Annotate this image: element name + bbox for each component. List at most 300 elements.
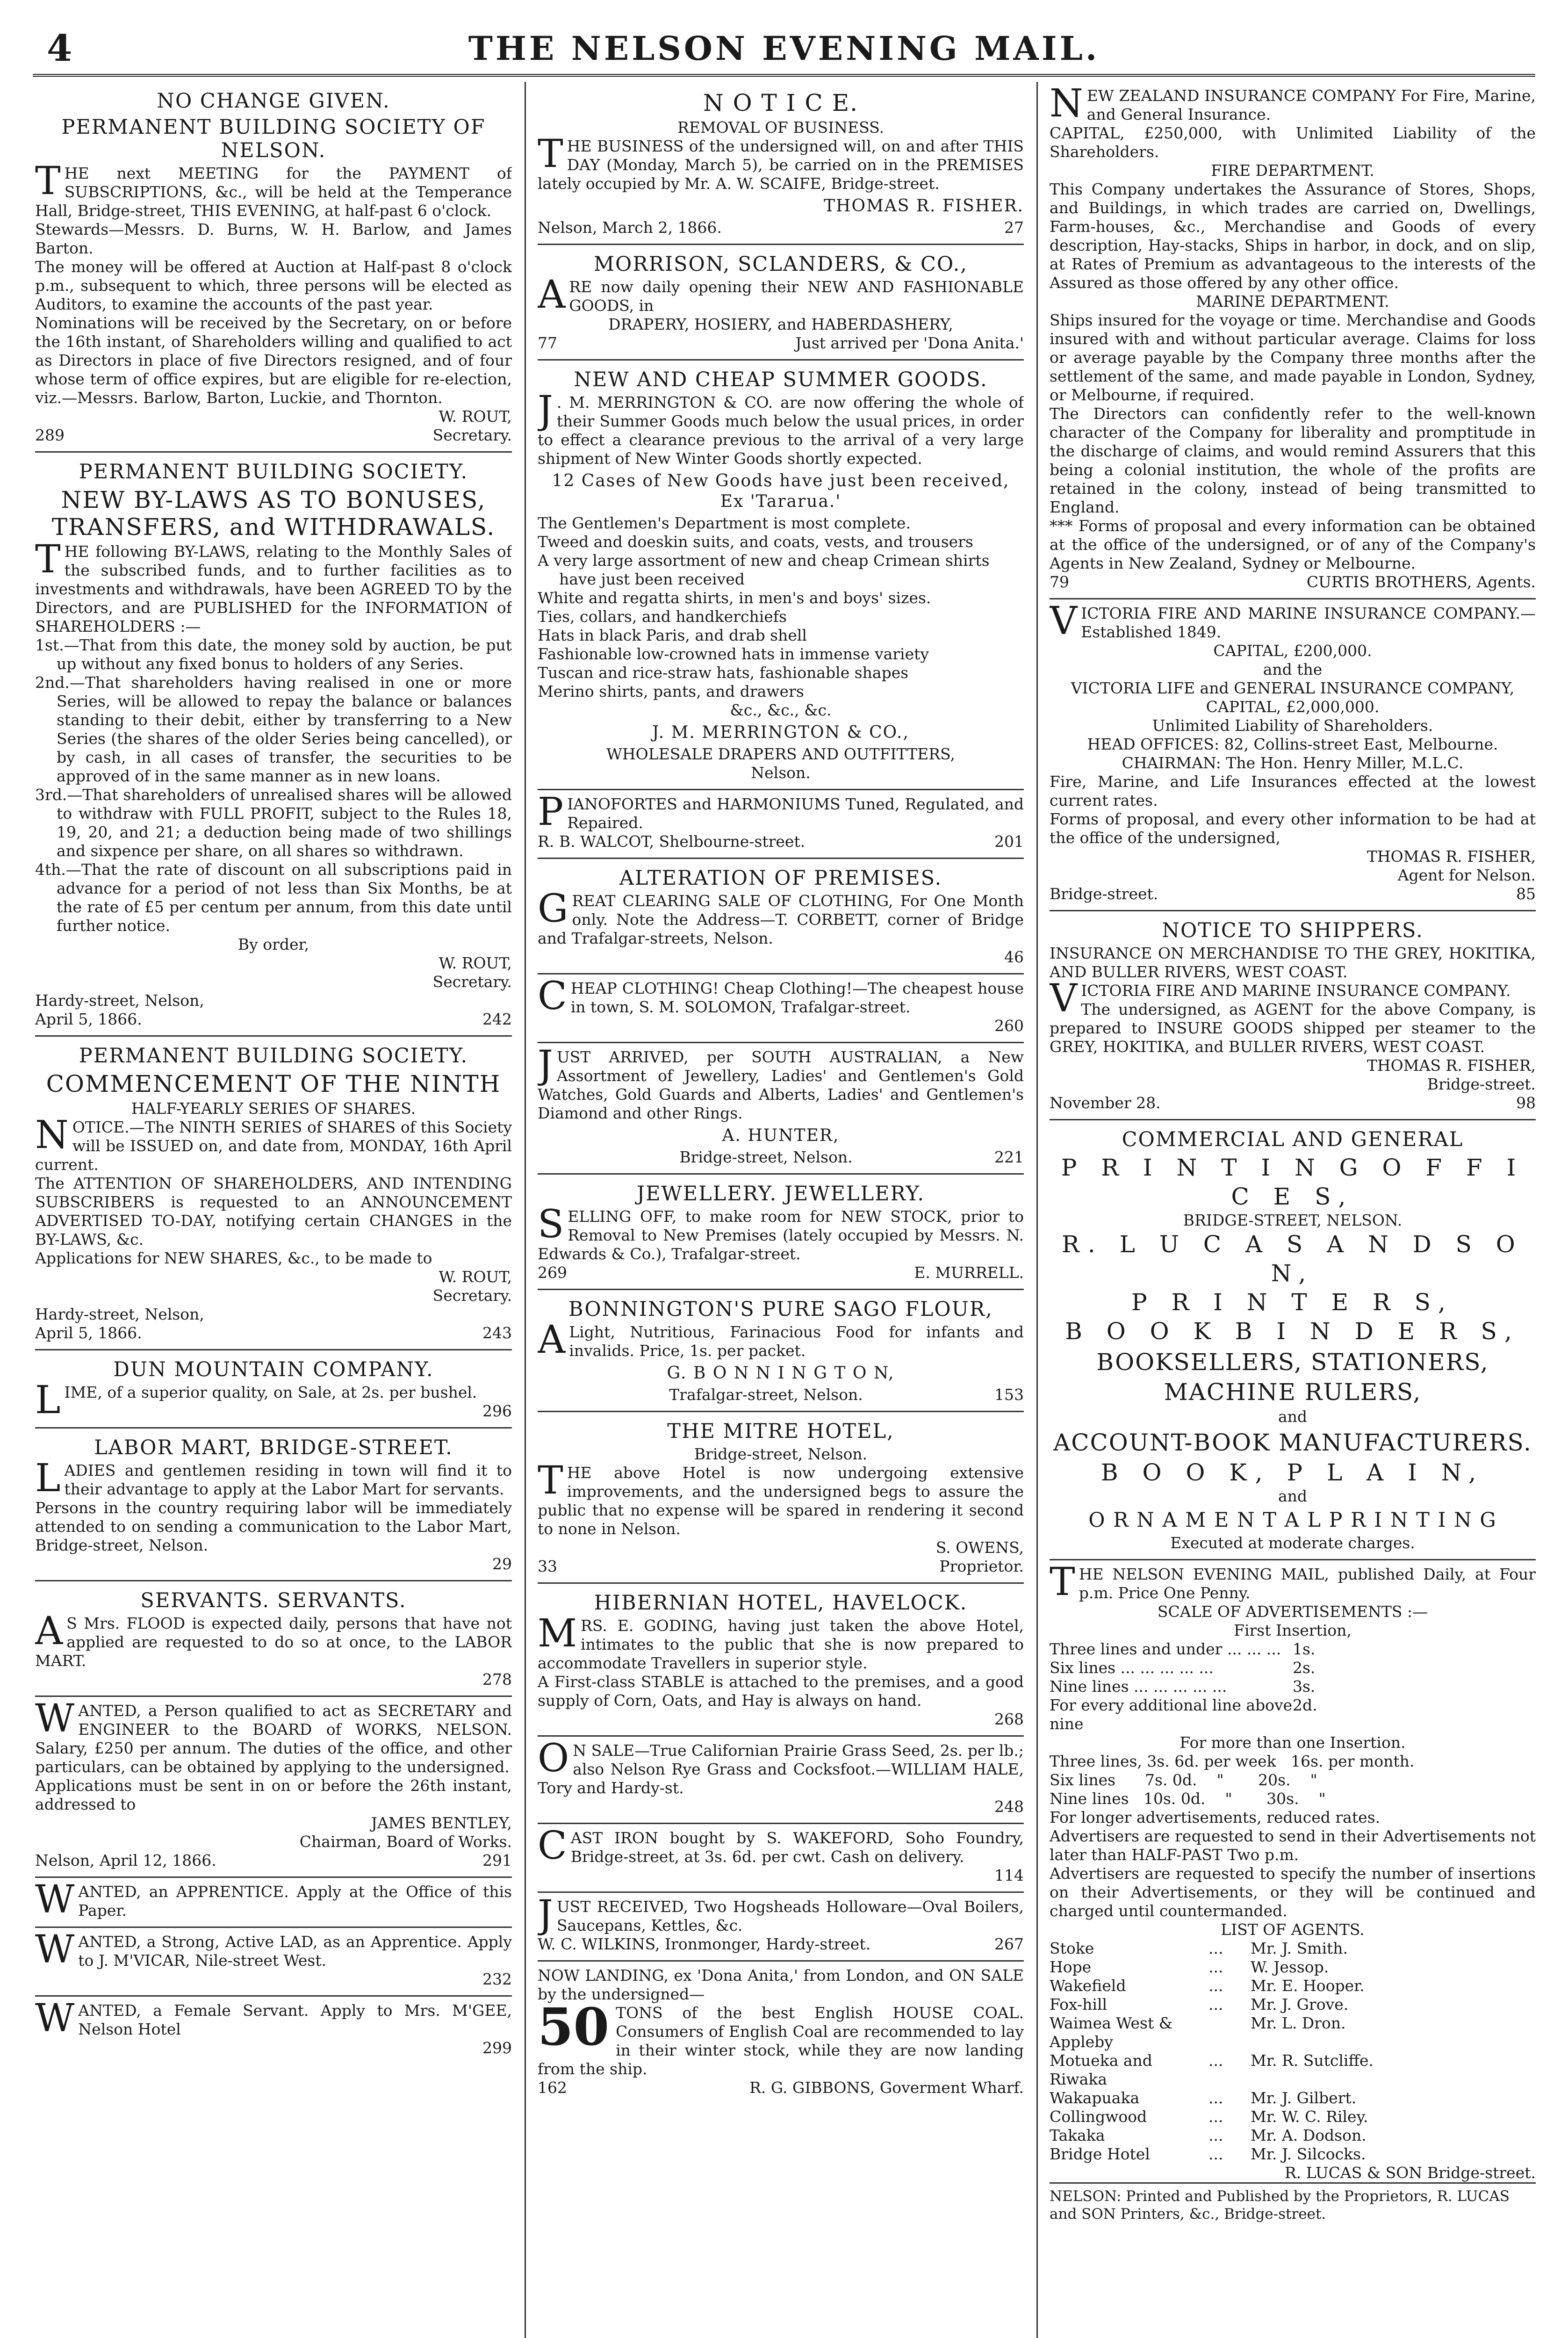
agent-place: Wakapuaka [1050, 2089, 1140, 2107]
signature-role: Chairman, Board of Works. [299, 1833, 512, 1851]
advert-printing-offices [1050, 1120, 1536, 1560]
signature: JAMES BENTLEY, [371, 1814, 512, 1832]
advert-body [538, 1611, 1024, 1673]
advert-title: ICTORIA FIRE AND MARINE INSURANCE COMPANY.—Established 1849. [1081, 604, 1536, 641]
advert-number: 79 [1050, 573, 1069, 591]
advert-title: HIBERNIAN HOTEL, HAVELOCK. [594, 1591, 968, 1615]
advert-number: 268 [994, 1710, 1024, 1728]
list-item: Tweed and doeskin suits, and coats, vests, and trousers [538, 533, 973, 551]
date: April 5, 1866. [35, 1324, 142, 1342]
advert-text: ADIES and gentlemen residing in town will find it to their advantage to apply at the Labor Mart for servants. [64, 1461, 512, 1498]
advert-text: N SALE—True Californian Prairie Grass Seed, 2s. per lb.; also Nelson Rye Grass and Cocksfoot.—WILLIAM HALE, Tory and Hardy-st. [538, 1741, 1024, 1797]
list-item: Fashionable low-crowned hats in immense variety [538, 645, 929, 663]
advert-text: Applications for NEW SHARES, &c., to be made to [35, 1249, 432, 1267]
advert-text: CAPITAL, £2,000,000. [1206, 698, 1380, 716]
list-item: Ties, collars, and handkerchiefs [538, 607, 787, 626]
section-heading: SCALE OF ADVERTISEMENTS :— [1157, 1602, 1428, 1621]
advert-text: Stewards—Messrs. D. Burns, W. H. Barlow, and James Barton. [35, 220, 512, 257]
advert-body [538, 388, 1024, 468]
bylaw-item: 1st.—That from this date, the money sold by auction, be put up without any fixed bonus to holders of any Series. [35, 636, 512, 673]
advert-body [35, 1113, 512, 1174]
advert-title: SERVANTS. SERVANTS. [140, 1589, 407, 1612]
signature-role: Secretary. [432, 973, 512, 991]
agent-row [1050, 2014, 1536, 2051]
advert-number: 29 [492, 1555, 512, 1573]
advert-text: HE NELSON EVENING MAIL, published Daily, at Four p.m. Price One Penny. [1079, 1565, 1536, 1602]
service-line: P R I N T E R S, [1131, 1289, 1454, 1316]
advert-title: ICTORIA FIRE AND MARINE INSURANCE COMPANY. [1081, 981, 1511, 1000]
list-item: White and regatta shirts, in men's and boys' sizes. [538, 589, 931, 607]
agent-name: W. Jessop. [1251, 1958, 1329, 1976]
advert-title-block [1050, 82, 1536, 126]
advert-number: 162 [538, 2078, 567, 2097]
advert-number: 248 [994, 1797, 1024, 1816]
advert-number: 289 [35, 426, 65, 444]
advert-subtitle: 12 Cases of New Goods have just been received, Ex 'Tararua.' [552, 471, 1010, 511]
advert-text: ANTED, an APPRENTICE. Apply at the Office of this Paper. [78, 1883, 512, 1919]
advert-text: Forms of proposal, and every other information to be had at the office of the undersigned, [1050, 810, 1536, 847]
advert-hibernian-hotel [538, 1584, 1024, 1737]
advert-text: . M. MERRINGTON & CO. are now offering the whole of their Summer Goods much below the usual prices, in order to effect a clearance previous to the arrival of a very large shipment of New Winter Goods shortly expected. [538, 393, 1024, 468]
advert-text: The undersigned, as AGENT for the above Company, is prepared to INSURE GOODS shipped per steamer to the GREY, HOKITIKA, and BULLER RIVERS, WEST COAST. [1050, 1000, 1536, 1056]
advert-house-coal [538, 1962, 1024, 2104]
advert-text: The money will be offered at Auction at Half-past 8 o'clock p.m., subsequent to which, three persons will be elected as Auditors, to examine the accounts of the past year. [35, 258, 512, 313]
advert-subtitle: HALF-YEARLY SERIES OF SHARES. [131, 1099, 416, 1118]
agent-place: Wakefield [1050, 1977, 1126, 1995]
advert-text: RS. E. GODING, having just taken the above Hotel, intimates to the public that she is now prepared to accommodate Travellers in superior style. [538, 1616, 1024, 1672]
agent-name: Mr. R. Sutcliffe. [1251, 2051, 1374, 2070]
service-line: B O O K B I N D E R S, [1065, 1318, 1520, 1345]
agent-dots: ... [1208, 1995, 1223, 2013]
column-2 [538, 82, 1024, 2338]
rate-row: Nine lines 10s. 0d. " 30s. " [1050, 1790, 1326, 1808]
advert-scale-and-agents [1050, 1560, 1536, 2230]
advert-number: 296 [482, 1402, 512, 1420]
advert-body [538, 1736, 1024, 1797]
agent-dots: ... [1208, 1958, 1223, 1976]
advert-number: 201 [994, 832, 1024, 851]
advert-jewellery-arrived [538, 1043, 1024, 1175]
advert-wanted-secretary [35, 1697, 512, 1878]
advert-body [538, 273, 1024, 317]
rate-value: 1s. [1293, 1640, 1316, 1658]
list-item: &c., &c., &c. [730, 701, 832, 719]
advert-number: 267 [994, 1935, 1024, 1953]
advert-text: OTICE.—The NINTH SERIES of SHARES of this Society will be ISSUED on, and date from, MONDAY, 16th April current. [35, 1118, 512, 1174]
advert-title: P R I N T I N G O F F I C E S, [1061, 1154, 1525, 1210]
advert-text: Just arrived per 'Dona Anita.' [795, 334, 1024, 352]
drop-cap: J [538, 1043, 553, 1087]
advert-body [35, 1696, 512, 1776]
advert-title: ALTERATION OF PREMISES. [619, 866, 942, 890]
drop-cap: W [35, 1927, 75, 1972]
firm-name: J. M. MERRINGTON & CO., [652, 723, 909, 742]
advert-subtitle: REMOVAL OF BUSINESS. [677, 118, 885, 137]
agent-dots: ... [1208, 2107, 1223, 2126]
imprint: NELSON: Printed and Published by the Proprietors, R. LUCAS and SON Printers, &c., Bridge-street. [1050, 2182, 1536, 2223]
advert-text: HE next MEETING for the PAYMENT of SUBSCRIPTIONS, &c., will be held at the Temperance Hall, Bridge-street, THIS EVENING, at half-past 6 o'clock. [35, 164, 512, 220]
signature: S. OWENS, [935, 1538, 1024, 1557]
advert-holloware [538, 1893, 1024, 1962]
advert-body [538, 132, 1024, 193]
drop-cap: W [35, 1996, 75, 2041]
drop-cap: S [538, 1202, 564, 1247]
advert-title: PERMANENT BUILDING SOCIETY OF NELSON. [61, 115, 486, 162]
signature: THOMAS R. FISHER, [1367, 1056, 1536, 1075]
advert-text: Advertisers are requested to specify the number of insertions on their Advertisements, or they will be continued and charged until countermanded. [1050, 1864, 1536, 1920]
date: November 28. [1050, 1094, 1161, 1112]
advert-number: 260 [994, 1017, 1024, 1035]
drop-cap: A [35, 1609, 63, 1653]
list-item: Hats in black Paris, and drab shell [538, 626, 807, 644]
advert-body [538, 974, 1024, 1018]
advert-text: HE BUSINESS of the undersigned will, on and after THIS DAY (Monday, March 5), be carried on in the PREMISES lately occupied by Mr. A. W. SCAIFE, Bridge-street. [538, 137, 1024, 193]
agent-dots: ... [1208, 1977, 1223, 1995]
advert-subtitle: INSURANCE ON MERCHANDISE TO THE GREY, HOKITIKA, AND BULLER RIVERS, WEST COAST. [1050, 944, 1536, 981]
firm-name: R. L U C A S A N D S O N, [1062, 1231, 1524, 1287]
advert-subtitle: COMMENCEMENT OF THE NINTH [46, 1070, 501, 1097]
advert-title: BONNINGTON'S PURE SAGO FLOUR, [568, 1298, 993, 1321]
agent-place: Bridge Hotel [1050, 2145, 1150, 2163]
rate-row [1050, 1659, 1536, 1677]
advert-text: Fire, Marine, and Life Insurances effected at the lowest current rates. [1050, 772, 1536, 809]
advert-cast-iron [538, 1824, 1024, 1893]
drop-cap: V [1050, 976, 1078, 1021]
agent-row [1050, 2126, 1536, 2145]
rate-label: Three lines and under ... ... ... [1050, 1640, 1281, 1658]
advert-text: The Directors can confidently refer to the well-known character of the Company for liberality and promptitude in the discharge of claims, and would remind Assurers that this being a colonial institution, the whole of the profits are retained in the colony, instead of being transmitted to England. [1050, 404, 1536, 516]
agent-row [1050, 1939, 1536, 1958]
advert-text: This Company undertakes the Assurance of Stores, Shops, and Buildings, in which trades are carried on, Dwellings, Farm-houses, &c., Merchandise and Goods of every description, Hay-stacks, Ships in harbor, in dock, and on slip, at Rates of Premium as advantageous to the interests of the Assured as those offered by any other office. [1050, 180, 1536, 292]
advert-summer-goods [538, 361, 1024, 790]
drop-cap: W [35, 1877, 75, 1922]
drop-cap: N [1050, 82, 1083, 126]
agent-name: Mr. J. Smith. [1251, 1939, 1348, 1957]
agent-place: Collingwood [1050, 2107, 1147, 2126]
address: Nelson. [751, 764, 811, 782]
service-line: O R N A M E N T A L P R I N T I N G [1088, 1508, 1497, 1532]
advert-title: THE MITRE HOTEL, [667, 1420, 894, 1443]
conjunction: and [1278, 1487, 1308, 1505]
advert-wanted-lad [35, 1928, 512, 1997]
advert-text: REAT CLEARING SALE OF CLOTHING, For One Month only. Note the Address—T. CORBETT, corner of Bridge and Trafalgar-streets, Nelson. [538, 892, 1024, 947]
advert-text: ANTED, a Strong, Active LAD, as an Apprentice. Apply to J. M'VICAR, Nile-street West. [78, 1933, 512, 1970]
advert-number: 98 [1516, 1094, 1536, 1112]
advert-cheap-clothing [538, 974, 1024, 1043]
advert-body [538, 1043, 1024, 1123]
advert-title: JEWELLERY. JEWELLERY. [636, 1182, 925, 1205]
address: Trafalgar-street, Nelson. [669, 1385, 863, 1404]
signature: R. LUCAS & SON Bridge-street. [1284, 2164, 1536, 2182]
agent-row [1050, 2089, 1536, 2107]
address: BRIDGE-STREET, NELSON. [1183, 1211, 1403, 1229]
advert-number: 278 [482, 1670, 512, 1689]
agent-row [1050, 1995, 1536, 2014]
advert-title: MORRISON, SCLANDERS, & CO., [594, 253, 968, 276]
bylaw-item: 2nd.—That shareholders having realised in one or more Series, will be allowed to repay the balance or balances standing to their debit, either by transferring to a New Series (the shares of the older Series being cancelled), or by cash, in all cases of transfer, the securities to be approved of in the same manner as in new loans. [35, 673, 512, 785]
advert-body [35, 159, 512, 220]
advert-title: COMMERCIAL AND GENERAL [1122, 1128, 1464, 1151]
service-line: ACCOUNT-BOOK MANUFACTURERS. [1053, 1429, 1532, 1456]
agent-dots: ... [1208, 2126, 1223, 2144]
advert-text: CAPITAL, £250,000, with Unlimited Liability of the Shareholders. [1050, 124, 1536, 161]
advert-text: ELLING OFF, to make room for NEW STOCK, prior to Removal to New Premises (lately occupied by Messrs. N. Edwards & Co.), Trafalgar-street. [538, 1207, 1024, 1263]
advert-body [538, 887, 1024, 948]
section-heading: For more than one Insertion. [1180, 1733, 1406, 1752]
date: April 5, 1866. [35, 1010, 142, 1028]
advert-notice-shippers [1050, 911, 1536, 1120]
date: Nelson, April 12, 1866. [35, 1851, 216, 1869]
advert-title-block [1050, 599, 1536, 643]
advert-text: ANTED, a Person qualified to act as SECRETARY and ENGINEER to the BOARD of WORKS, NELSON. Salary, £250 per annum. The duties of the office, and other particulars, can be obtained by applying to the undersigned. [35, 1702, 512, 1776]
advert-title: VICTORIA LIFE and GENERAL INSURANCE COMPANY, [1071, 679, 1515, 697]
rate-label: Nine lines ... ... ... ... ... [1050, 1677, 1227, 1696]
advert-text: HE above Hotel is now undergoing extensive improvements, and the undersigned begs to assure the public that no expense will be spared in rendering it second to none in Nelson. [538, 1464, 1024, 1538]
section-heading: FIRE DEPARTMENT. [1211, 161, 1374, 180]
drop-cap: A [538, 273, 566, 317]
agent-place: Stoke [1050, 1939, 1094, 1957]
advert-title: PERMANENT BUILDING SOCIETY. [79, 460, 468, 483]
page-number: 4 [47, 27, 72, 70]
signature: W. C. WILKINS, Ironmonger, Hardy-street. [538, 1935, 871, 1953]
agent-name: Mr. E. Hooper. [1251, 1977, 1365, 1995]
signature: E. MURRELL. [914, 1263, 1024, 1282]
agent-name: Mr. J. Gilbert. [1251, 2089, 1357, 2107]
advert-mitre-hotel [538, 1412, 1024, 1584]
advert-labor-mart [35, 1429, 512, 1581]
drop-cap: J [538, 388, 553, 433]
signature: G. B O N N I N G T O N, [667, 1364, 895, 1383]
column-1 [35, 82, 512, 2338]
agent-place: Hope [1050, 1958, 1092, 1976]
advert-text: CAPITAL, £200,000. [1213, 642, 1372, 660]
drop-cap: M [538, 1611, 577, 1656]
advert-number: 153 [994, 1385, 1024, 1404]
masthead [33, 14, 1535, 77]
advert-title: LABOR MART, BRIDGE-STREET. [94, 1436, 453, 1459]
advert-text: CHAIRMAN: The Hon. Henry Miller, M.L.C. [1122, 754, 1464, 772]
list-item: A very large assortment of new and cheap Crimean shirts have just been received [538, 551, 990, 588]
drop-cap: V [1050, 599, 1078, 643]
rate-value: 2d. [1293, 1696, 1317, 1714]
advert-text: IANOFORTES and HARMONIUMS Tuned, Regulated, and Repaired. [567, 795, 1024, 832]
drop-cap: T [1050, 1560, 1075, 1604]
rate-label: For every additional line above nine [1050, 1696, 1293, 1733]
drop-cap: L [35, 1456, 61, 1501]
address: Hardy-street, Nelson, [35, 1305, 204, 1323]
agent-place: Motueka and Riwaka [1050, 2051, 1152, 2088]
agents-list [1050, 1939, 1536, 2164]
advert-text: A First-class STABLE is attached to the premises, and a good supply of Corn, Oats, and Hay is always on hand. [538, 1673, 1024, 1710]
advert-text: Persons in the country requiring labor will be immediately attended to on sending a communication to the Labor Mart, Bridge-street, Nelson. [35, 1499, 512, 1554]
agent-dots: ... [1208, 2089, 1223, 2107]
service-line: MACHINE RULERS, [1164, 1378, 1422, 1406]
signature: A. HUNTER, [722, 1126, 840, 1145]
advert-text: TONS of the best English HOUSE COAL. Consumers of English Coal are recommended to lay in their winter stock, while they are now landing from the ship. [538, 2004, 1024, 2078]
column-rule [1036, 82, 1038, 2338]
advert-victoria-insurance [1050, 599, 1536, 911]
signature: W. ROUT, [439, 954, 512, 972]
rate-row [1050, 1677, 1536, 1696]
advert-dun-mountain [35, 1350, 512, 1429]
advert-subtitle: Bridge-street, Nelson. [694, 1445, 868, 1463]
advert-text: HEAD OFFICES: 82, Collins-street East, Melbourne. [1087, 735, 1498, 753]
advert-body [35, 1927, 512, 1972]
advert-text: Executed at moderate charges. [1170, 1534, 1415, 1552]
drop-cap: A [538, 1318, 566, 1362]
advert-text: For longer advertisements, reduced rates. [1050, 1808, 1381, 1826]
advert-number: 33 [538, 1557, 557, 1575]
advert-text: AST IRON bought by S. WAKEFORD, Soho Foundry, Bridge-street, at 3s. 6d. per cwt. Cash on delivery. [570, 1829, 1024, 1866]
newspaper-title: THE NELSON EVENING MAIL. [468, 29, 1100, 68]
bylaw-item: 4th.—That the rate of discount on all subscriptions paid in advance for a period of not less than Six Months, be at the rate of £5 per centum per annum, from this date until further notice. [35, 860, 512, 935]
agent-name: Mr. L. Dron. [1251, 2014, 1346, 2032]
advert-body [538, 1458, 1024, 1538]
signature: THOMAS R. FISHER, [1367, 847, 1536, 866]
advert-number: 114 [994, 1866, 1024, 1884]
advert-text: UST RECEIVED, Two Hogsheads Holloware—Oval Boilers, Saucepans, Kettles, &c. [556, 1898, 1024, 1934]
advert-text: NOW LANDING, ex 'Dona Anita,' from London, and ON SALE by the undersigned— [538, 1966, 1024, 2003]
list-item: The Gentlemen's Department is most complete. [538, 514, 911, 532]
advert-number: 77 [538, 334, 557, 352]
advert-wanted-servant [35, 1997, 512, 2064]
advert-body [35, 537, 512, 636]
advert-body [538, 790, 1024, 834]
signature: R. G. GIBBONS, Goverment Wharf. [749, 2078, 1024, 2097]
service-line: BOOKSELLERS, STATIONERS, [1096, 1349, 1489, 1376]
advert-title: N O T I C E. [703, 89, 858, 116]
advert-building-society-meeting [35, 82, 512, 453]
advert-body [538, 1202, 1024, 1263]
address: Hardy-street, Nelson, [35, 991, 204, 1010]
advert-number: 269 [538, 1263, 567, 1282]
advert-text: IME, of a superior quality, on Sale, at 2s. per bushel. [64, 1383, 477, 1401]
advert-text: S Mrs. FLOOD is expected daily, persons that have not applied are requested to do so at once, to the LABOR MART. [35, 1614, 512, 1670]
advert-text: By order, [237, 935, 309, 953]
advert-text: DRAPERY, HOSIERY, and HABERDASHERY, [608, 315, 953, 333]
advert-text: RE now daily opening their NEW AND FASHIONABLE GOODS, in [569, 278, 1024, 315]
agent-dots: ... [1208, 2051, 1223, 2070]
advert-body [35, 1456, 512, 1501]
agent-place: Fox-hill [1050, 1995, 1108, 2013]
advert-title-block [1050, 976, 1536, 1021]
drop-number: 50 [538, 1997, 610, 2057]
advert-text: ANTED, a Female Servant. Apply to Mrs. M'GEE, Nelson Hotel [78, 2001, 512, 2038]
advert-text: Advertisers are requested to send in their Advertisements not later than HALF-PAST Two p.m. [1050, 1827, 1536, 1864]
rate-value: 3s. [1293, 1677, 1316, 1696]
firm-trade: WHOLESALE DRAPERS AND OUTFITTERS, [606, 745, 955, 763]
advert-number: 46 [1004, 948, 1024, 966]
agent-place: Takaka [1050, 2126, 1105, 2144]
signature: THOMAS R. FISHER. [824, 196, 1024, 216]
drop-cap: C [538, 1824, 567, 1868]
advert-text: Applications must be sent in on or before the 26th instant, addressed to [35, 1776, 512, 1813]
advert-text: *** Forms of proposal and every information can be obtained at the office of the undersigned, or of any of the Company's Agents in New Zealand, Sydney or Melbourne. [1050, 517, 1536, 572]
drop-cap: J [538, 1892, 553, 1937]
signature: W. ROUT, [439, 407, 512, 426]
address: Bridge-street. [1050, 885, 1158, 903]
advert-morrison-sclanders [538, 245, 1024, 361]
column-3 [1050, 82, 1536, 2338]
advert-ninth-series [35, 1037, 512, 1350]
agent-row [1050, 2051, 1536, 2089]
signature-role: Secretary. [432, 426, 512, 444]
advert-wanted-apprentice [35, 1878, 512, 1928]
advert-subtitle: NEW BY-LAWS AS TO BONUSES, TRANSFERS, and WITHDRAWALS. [51, 486, 496, 541]
signature: W. ROUT, [439, 1268, 512, 1286]
section-heading: First Insertion, [1234, 1621, 1352, 1639]
advert-body [35, 1609, 512, 1670]
advert-number: 27 [1004, 218, 1024, 237]
advert-number: 221 [994, 1148, 1024, 1166]
advert-kicker: NO CHANGE GIVEN. [157, 89, 390, 113]
rate-value: 2s. [1293, 1659, 1316, 1677]
drop-cap: T [35, 159, 61, 203]
advert-title: PERMANENT BUILDING SOCIETY. [79, 1044, 468, 1068]
advert-body [538, 1997, 1024, 2078]
address: Bridge-street, Nelson. [679, 1148, 853, 1166]
drop-cap: G [538, 887, 568, 931]
agent-dots: ... [1208, 2145, 1223, 2163]
agent-dots: ... [1208, 1939, 1223, 1957]
advert-text: The ATTENTION OF SHAREHOLDERS, AND INTENDING SUBSCRIBERS is requested to an ANNOUNCEMENT ADVERTISED TO-DAY, notifying certain CHANGES in the BY-LAWS, &c. [35, 1174, 512, 1248]
advert-text: Unlimited Liability of Shareholders. [1152, 716, 1433, 735]
advert-number: 85 [1516, 885, 1536, 903]
rate-row [1050, 1696, 1536, 1733]
advert-title-block [1050, 1560, 1536, 1604]
drop-cap: T [35, 537, 61, 582]
list-item: Merino shirts, pants, and drawers [538, 682, 804, 700]
advert-servants [35, 1581, 512, 1697]
advert-body [538, 1318, 1024, 1362]
advert-body [538, 1892, 1024, 1937]
agent-name: Mr. J. Silcocks. [1251, 2145, 1366, 2163]
advert-number: 242 [482, 1010, 512, 1028]
rate-row [1050, 1640, 1536, 1659]
column-rule [525, 82, 526, 2338]
advert-text: HE following BY-LAWS, relating to the Monthly Sales of the subscribed funds, and to further facilities as to investments and withdrawals, have been AGREED TO by the Directors, and are PUBLISHED for the INFORMATION of SHAREHOLDERS :— [35, 542, 512, 635]
rate-row: Three lines, 3s. 6d. per week 16s. per month. [1050, 1752, 1415, 1770]
advert-title: NEW AND CHEAP SUMMER GOODS. [574, 368, 988, 391]
advert-body [538, 1824, 1024, 1868]
advert-text: Light, Nutritious, Farinacious Food for infants and invalids. Price, 1s. per packet. [569, 1323, 1024, 1360]
address: Bridge-street. [1427, 1075, 1536, 1093]
advert-body [35, 1996, 512, 2041]
advert-text: UST ARRIVED, per SOUTH AUSTRALIAN, a New Assortment of Jewellery, Ladies' and Gentlemen's Gold Watches, Gold Guards and Alberts, Ladies' and Gentlemen's Diamond and other Rings. [538, 1048, 1024, 1122]
date: Nelson, March 2, 1866. [538, 218, 722, 237]
advert-number: 243 [482, 1324, 512, 1342]
drop-cap: P [538, 790, 564, 834]
agent-dots [1208, 2014, 1251, 2051]
agent-row [1050, 1958, 1536, 1977]
conjunction: and [1278, 1407, 1308, 1426]
advert-title: EW ZEALAND INSURANCE COMPANY For Fire, Marine, and General Insurance. [1086, 87, 1536, 123]
advert-text: and the [1263, 660, 1323, 678]
agent-name: Mr. J. Grove. [1251, 1995, 1349, 2013]
signature-role: Proprietor. [939, 1557, 1024, 1575]
drop-cap: O [538, 1736, 569, 1781]
signature-role: Agent for Nelson. [1397, 866, 1536, 884]
signature-role: Secretary. [432, 1286, 512, 1305]
advert-number: 232 [482, 1970, 512, 1988]
advert-jewellery-selling [538, 1175, 1024, 1290]
drop-cap: N [35, 1113, 69, 1157]
rate-row: Six lines 7s. 0d. " 20s. " [1050, 1771, 1317, 1789]
drop-cap: T [538, 1458, 563, 1503]
agent-row [1050, 1977, 1536, 1995]
advert-number: 291 [482, 1851, 512, 1869]
bylaw-item: 3rd.—That shareholders of unrealised shares will be allowed to withdraw with FULL PROFIT, subject to the Rules 18, 19, 20, and 21; a deduction being made of two shillings and sixpence per share, on all shares so withdrawn. [35, 786, 512, 860]
